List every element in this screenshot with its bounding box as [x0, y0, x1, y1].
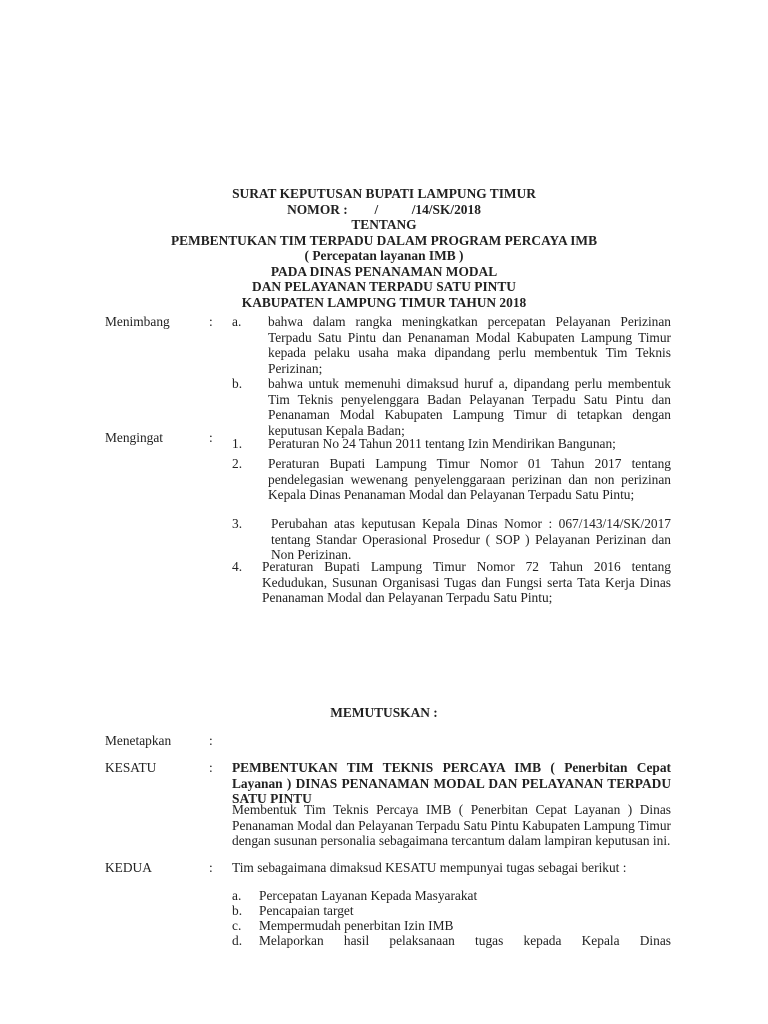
menetapkan-label: Menetapkan [105, 733, 172, 748]
header-line: PADA DINAS PENANAMAN MODAL [270, 263, 498, 279]
memutuskan-heading: MEMUTUSKAN : [330, 705, 438, 720]
colon: : [209, 314, 213, 329]
header-line: SURAT KEPUTUSAN BUPATI LAMPUNG TIMUR [232, 186, 536, 201]
header-line: NOMOR : / /14/SK/2018 [287, 201, 481, 217]
colon: : [209, 760, 213, 775]
document-header [0, 186, 768, 310]
kesatu-label: KESATU [105, 760, 157, 775]
kedua-item-c: Mempermudah penerbitan Izin IMB [259, 918, 454, 933]
mengingat-item-4: Peraturan Bupati Lampung Timur Nomor 72 Tahun 2016 tentang Kedudukan, Susunan Organisasi Tugas dan Fungsi serta Tata Kerja Dinas Penanaman Modal dan Pelayanan Terpadu Satu Pintu; [262, 559, 671, 605]
kedua-item-d: Melaporkan hasil pelaksanaan tugas kepada Kepala Dinas [259, 933, 671, 948]
header-line: TENTANG [351, 217, 417, 232]
list-marker: c. [232, 918, 242, 933]
colon: : [209, 860, 213, 875]
menimbang-item-b: bahwa untuk memenuhi dimaksud huruf a, dipandang perlu membentuk Tim Teknis penyelenggara Badan Pelayanan Terpadu Satu Pintu dan Penanaman Modal Kabupaten Lampung Timur di tetapkan dengan keputusan Kepala Badan; [268, 376, 671, 438]
header-line: DAN PELAYANAN TERPADU SATU PINTU [252, 279, 516, 294]
mengingat-item-2: Peraturan Bupati Lampung Timur Nomor 01 Tahun 2017 tentang pendelegasian wewenang penyelenggaraan perizinan dan non perizinan Kepala Dinas Penanaman Modal dan Pelayanan Terpadu Satu Pintu; [268, 456, 671, 502]
list-marker: 3. [232, 516, 243, 531]
kesatu-heading: PEMBENTUKAN TIM TEKNIS PERCAYA IMB ( Penerbitan Cepat Layanan ) DINAS PENANAMAN MODAL DAN PELAYANAN TERPADU SATU PINTU [232, 760, 671, 806]
kedua-item-b: Pencapaian target [259, 903, 354, 918]
menimbang-item-a: bahwa dalam rangka meningkatkan percepatan Pelayanan Perizinan Terpadu Satu Pintu dan Penanaman Modal Kabupaten Lampung Timur kepada pelaku usaha maka dipandang perlu membentuk Tim Teknis Perizinan; [268, 314, 671, 376]
header-line: KABUPATEN LAMPUNG TIMUR TAHUN 2018 [241, 294, 527, 310]
list-marker: d. [232, 933, 243, 948]
list-marker: 2. [232, 456, 243, 471]
list-marker: 4. [232, 559, 243, 574]
kedua-intro: Tim sebagaimana dimaksud KESATU mempunyai tugas sebagai berikut : [232, 860, 627, 875]
header-line: PEMBENTUKAN TIM TERPADU DALAM PROGRAM PERCAYA IMB [170, 232, 598, 248]
mengingat-label: Mengingat [105, 430, 164, 445]
list-marker: a. [232, 314, 242, 329]
mengingat-item-3: Perubahan atas keputusan Kepala Dinas Nomor : 067/143/14/SK/2017 tentang Standar Operasional Prosedur ( SOP ) Pelayanan Perizinan dan Non Perizinan. [271, 516, 671, 562]
list-marker: a. [232, 888, 242, 903]
header-line: ( Percepatan layanan IMB ) [304, 248, 464, 263]
list-marker: b. [232, 376, 243, 391]
colon: : [209, 430, 213, 445]
kedua-label: KEDUA [105, 860, 152, 875]
kesatu-text: Membentuk Tim Teknis Percaya IMB ( Penerbitan Cepat Layanan ) Dinas Penanaman Modal dan Pelayanan Terpadu Satu Pintu Kabupaten Lampung Timur dengan susunan personalia sebagaimana tercantum dalam lampiran keputusan ini. [232, 802, 671, 848]
list-marker: 1. [232, 436, 243, 451]
kedua-item-a: Percepatan Layanan Kepada Masyarakat [259, 888, 478, 903]
colon: : [209, 733, 213, 748]
menimbang-label: Menimbang [105, 314, 170, 329]
list-marker: b. [232, 903, 243, 918]
mengingat-item-1: Peraturan No 24 Tahun 2011 tentang Izin Mendirikan Bangunan; [268, 436, 616, 451]
